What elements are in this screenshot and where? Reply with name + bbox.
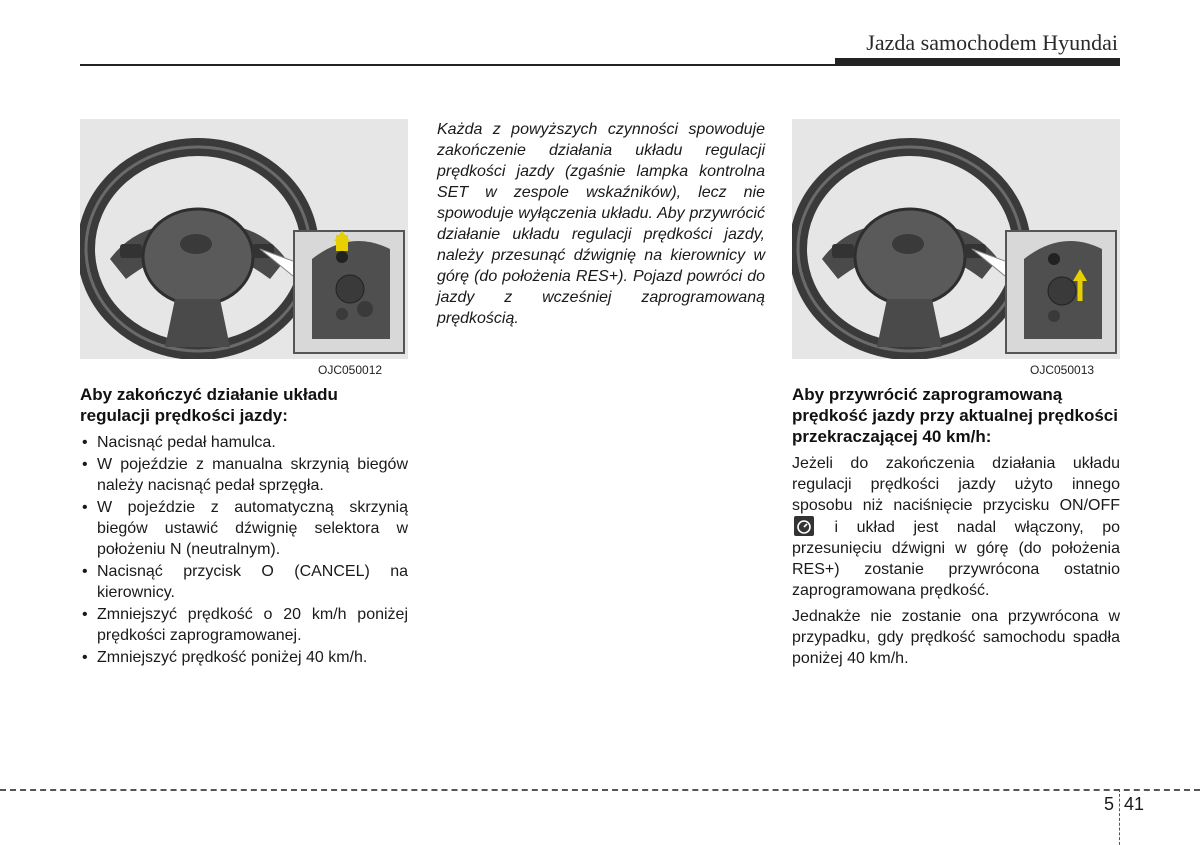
list-item: • Zmniejszyć prędkość poniżej 40 km/h. [80, 647, 408, 668]
list-item: • W pojeździe z manualna skrzynią biegów należy nacisnąć pedał sprzęgła. [80, 454, 408, 496]
section-heading: Aby zakończyć działanie układu regulacji prędkości jazdy: [80, 385, 338, 425]
paragraph [792, 453, 1120, 601]
list-item: • Nacisnąć przycisk O (CANCEL) na kierownicy. [80, 561, 408, 603]
steering-wheel-illustration [80, 119, 408, 359]
figure-code-left: OJC050012 [318, 363, 383, 377]
paragraph: Jednakże nie zostanie ona przywrócona w przypadku, gdy prędkość samochodu spadła poniżej 40 km/h. [792, 608, 1120, 667]
page-number-divider [1119, 789, 1120, 845]
list-item: • Zmniejszyć prędkość o 20 km/h poniżej prędkości zaprogramowanej. [80, 604, 408, 646]
steering-wheel-figure-cancel [80, 119, 408, 359]
figure-code-right: OJC050013 [1030, 363, 1095, 377]
steering-wheel-illustration [792, 119, 1120, 359]
chapter-number: 5 [1104, 794, 1115, 814]
steering-wheel-figure-resume [792, 119, 1120, 359]
note-section [437, 119, 765, 329]
cruise-control-icon [794, 516, 814, 536]
section-heading: Aby przywrócić zaprogramowaną prędkość jazdy przy aktualnej prędkości przekraczającej 40 km/h: [792, 385, 1118, 446]
page-header-title: Jazda samochodem Hyundai [866, 30, 1118, 55]
list-item: • W pojeździe z automatyczną skrzynią biegów ustawić dźwignię selektora w położeniu N (neutralnym). [80, 497, 408, 560]
cancel-steps-list [80, 432, 408, 668]
cancel-cruise-section [80, 384, 408, 669]
footer-dashed-rule [0, 789, 1200, 791]
italic-note: Każda z powyższych czynności spowoduje zakończenie działania układu regulacji prędkości jazdy (zgaśnie lampka kontrolna SET w zespole wskaźników), lecz nie spowoduje wyłączenia układu. Aby przywrócić działanie układu regulacji prędkości jazdy, należy przesunąć dźwignię na kierownicy w górę (do położenia RES+). Pojazd powróci do jazdy z wcześniej zaprogramowaną prędkością. [437, 121, 765, 327]
paragraph-text: i układ jest nadal włączony, po przesunięciu dźwigni w górę (do położenia RES+) zostanie przywrócona ostatnio zaprogramowana prędkość. [792, 519, 1120, 599]
list-item: • Nacisnąć pedał hamulca. [80, 432, 408, 453]
resume-cruise-section [792, 384, 1120, 674]
header-rule [80, 64, 1120, 66]
page-number: 41 [1124, 794, 1145, 814]
paragraph-text: Jeżeli do zakończenia działania układu regulacji prędkości jazdy użyto innego sposobu niż naciśnięcie przycisku ON/OFF [792, 455, 1120, 514]
